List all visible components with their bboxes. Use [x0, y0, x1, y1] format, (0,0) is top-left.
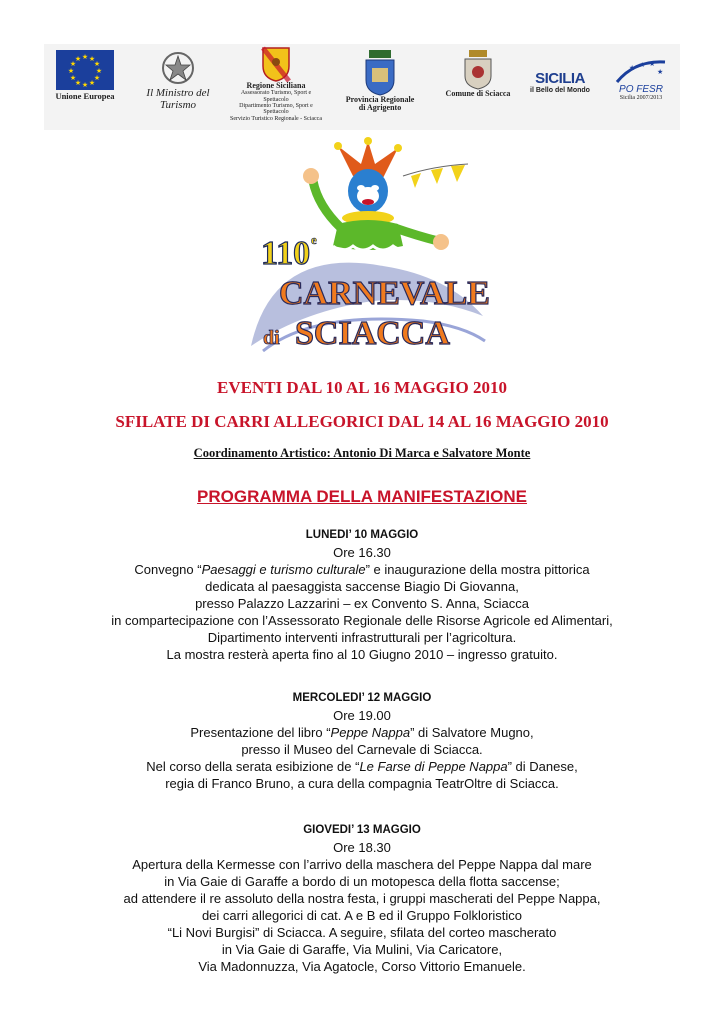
sicilia-logo — [522, 70, 598, 94]
svg-text:★: ★ — [88, 79, 96, 87]
book-title: Peppe Nappa — [330, 725, 411, 740]
day-line: Convegno “Paesaggi e turismo culturale” e inaugurazione della mostra pittorica — [134, 562, 590, 577]
italian-emblem-icon — [160, 48, 196, 88]
svg-text:★: ★ — [639, 61, 646, 69]
day-time: Ore 18.30 — [333, 840, 391, 855]
day-date: LUNEDI’ 10 MAGGIO — [305, 529, 419, 541]
day-line: in Via Gaie di Garaffe, Via Mulini, Via Caricatore, — [221, 942, 503, 957]
svg-text:★: ★ — [95, 67, 103, 75]
day-date: GIOVEDI’ 13 MAGGIO — [303, 824, 421, 836]
events-heading: EVENTI DAL 10 AL 16 MAGGIO 2010 — [217, 378, 507, 397]
provincia-line-1: Provincia Regionale — [345, 95, 415, 104]
fesr-stars-icon — [615, 58, 667, 84]
poster-word-di: di — [263, 327, 280, 349]
day-line: presso Palazzo Lazzarini – ex Convento S. Anna, Sciacca — [195, 596, 529, 611]
regione-line-2: Dipartimento Turismo, Sport e Spettacolo — [239, 102, 313, 116]
poster-word-carnevale: CARNEVALE — [279, 275, 490, 312]
poster-number: 110 — [261, 235, 311, 272]
fesr-subcaption: Sicilia 2007/2013 — [619, 95, 663, 101]
fesr-wordmark: PO FESR — [619, 84, 663, 95]
svg-text:★: ★ — [93, 60, 101, 68]
day-line: Dipartimento interventi infrastrutturali per l’agricoltura. — [207, 630, 517, 645]
svg-text:★: ★ — [69, 74, 77, 82]
day-line: dedicata al paesaggista saccense Biagio Di Giovanna, — [205, 579, 519, 594]
program-title: PROGRAMMA DELLA MANIFESTAZIONE — [197, 487, 527, 506]
provincia-logo — [334, 50, 426, 113]
provincia-line-2: di Agrigento — [358, 103, 402, 113]
comune-crest-icon — [463, 50, 493, 90]
comune-caption: Comune di Sciacca — [445, 89, 511, 98]
day-time: Ore 19.00 — [333, 708, 391, 723]
svg-text:★: ★ — [657, 68, 664, 76]
svg-text:★: ★ — [74, 79, 82, 87]
day-line: Presentazione del libro “Peppe Nappa” di Salvatore Mugno, — [190, 725, 534, 740]
day-line: in compartecipazione con l’Assessorato Regionale delle Risorse Agricole ed Alimentari, — [111, 613, 613, 628]
carnival-poster — [233, 136, 491, 370]
regione-line-3: Servizio Turistico Regionale - Sciacca — [230, 115, 322, 122]
day-date: MERCOLEDI’ 12 MAGGIO — [292, 692, 432, 704]
svg-text:★: ★ — [74, 55, 82, 63]
day-line: regia di Franco Bruno, a cura della compagnia TeatrOltre di Sciacca. — [165, 776, 559, 791]
svg-text:★: ★ — [629, 64, 636, 72]
show-title: Le Farse di Peppe Nappa — [359, 759, 508, 774]
eu-flag-icon — [56, 50, 114, 90]
day-line: ad attendere il re assoluto della nostra festa, i gruppi mascherati del Peppe Nappa, — [123, 891, 601, 906]
parades-heading: SFILATE DI CARRI ALLEGORICI DAL 14 AL 16 MAGGIO 2010 — [115, 412, 609, 431]
eu-caption: Unione Europea — [55, 91, 115, 101]
eu-logo — [48, 50, 122, 101]
sicilia-tagline: il Bello del Mondo — [530, 87, 590, 94]
comune-logo — [436, 50, 520, 98]
program-day-monday — [0, 527, 724, 663]
ministry-caption: Il Ministro del Turismo — [146, 87, 210, 111]
fesr-logo — [606, 58, 676, 101]
program-day-thursday — [0, 822, 724, 975]
svg-text:★: ★ — [69, 60, 77, 68]
day-line: dei carri allegorici di cat. A e B ed il Gruppo Folkloristico — [201, 908, 523, 923]
conference-title: Paesaggi e turismo culturale — [201, 562, 366, 577]
svg-text:★: ★ — [81, 53, 89, 61]
day-line: “Li Novi Burgisi” di Sciacca. A seguire, sfilata del corteo mascherato — [167, 925, 557, 940]
day-line: Via Madonnuzza, Via Agatocle, Corso Vittorio Emanuele. — [198, 959, 526, 974]
svg-text:★: ★ — [88, 55, 96, 63]
svg-text:★: ★ — [67, 67, 75, 75]
regione-logo — [230, 46, 322, 122]
day-line: Apertura della Kermesse con l’arrivo della maschera del Peppe Nappa dal mare — [132, 857, 592, 872]
ministry-logo — [132, 48, 224, 111]
sicilia-wordmark: SICILIA — [535, 70, 585, 87]
svg-text:★: ★ — [649, 60, 656, 68]
poster-number-suffix: e — [311, 232, 317, 247]
coordination-line: Coordinamento Artistico: Antonio Di Marca e Salvatore Monte — [193, 446, 531, 460]
day-line: in Via Gaie di Garaffe a bordo di un motopesca della flotta saccense; — [164, 874, 560, 889]
day-time: Ore 16.30 — [333, 545, 391, 560]
regione-line-1: Assessorato Turismo, Sport e Spettacolo — [240, 90, 312, 103]
provincia-crest-icon — [363, 50, 397, 96]
day-line: La mostra resterà aperta fino al 10 Giugno 2010 – ingresso gratuito. — [166, 647, 558, 662]
svg-text:★: ★ — [93, 74, 101, 82]
trinacria-shield-icon — [261, 46, 291, 82]
program-day-wednesday — [0, 690, 724, 792]
svg-text:★: ★ — [81, 81, 89, 89]
carnival-mask-illustration — [233, 136, 491, 370]
regione-title: Regione Siciliana — [246, 81, 306, 90]
poster-word-sciacca: SCIACCA — [295, 315, 450, 352]
day-line: Nel corso della serata esibizione de “Le Farse di Peppe Nappa” di Danese, — [146, 759, 578, 774]
logo-strip — [44, 44, 680, 130]
day-line: presso il Museo del Carnevale di Sciacca. — [241, 742, 483, 757]
